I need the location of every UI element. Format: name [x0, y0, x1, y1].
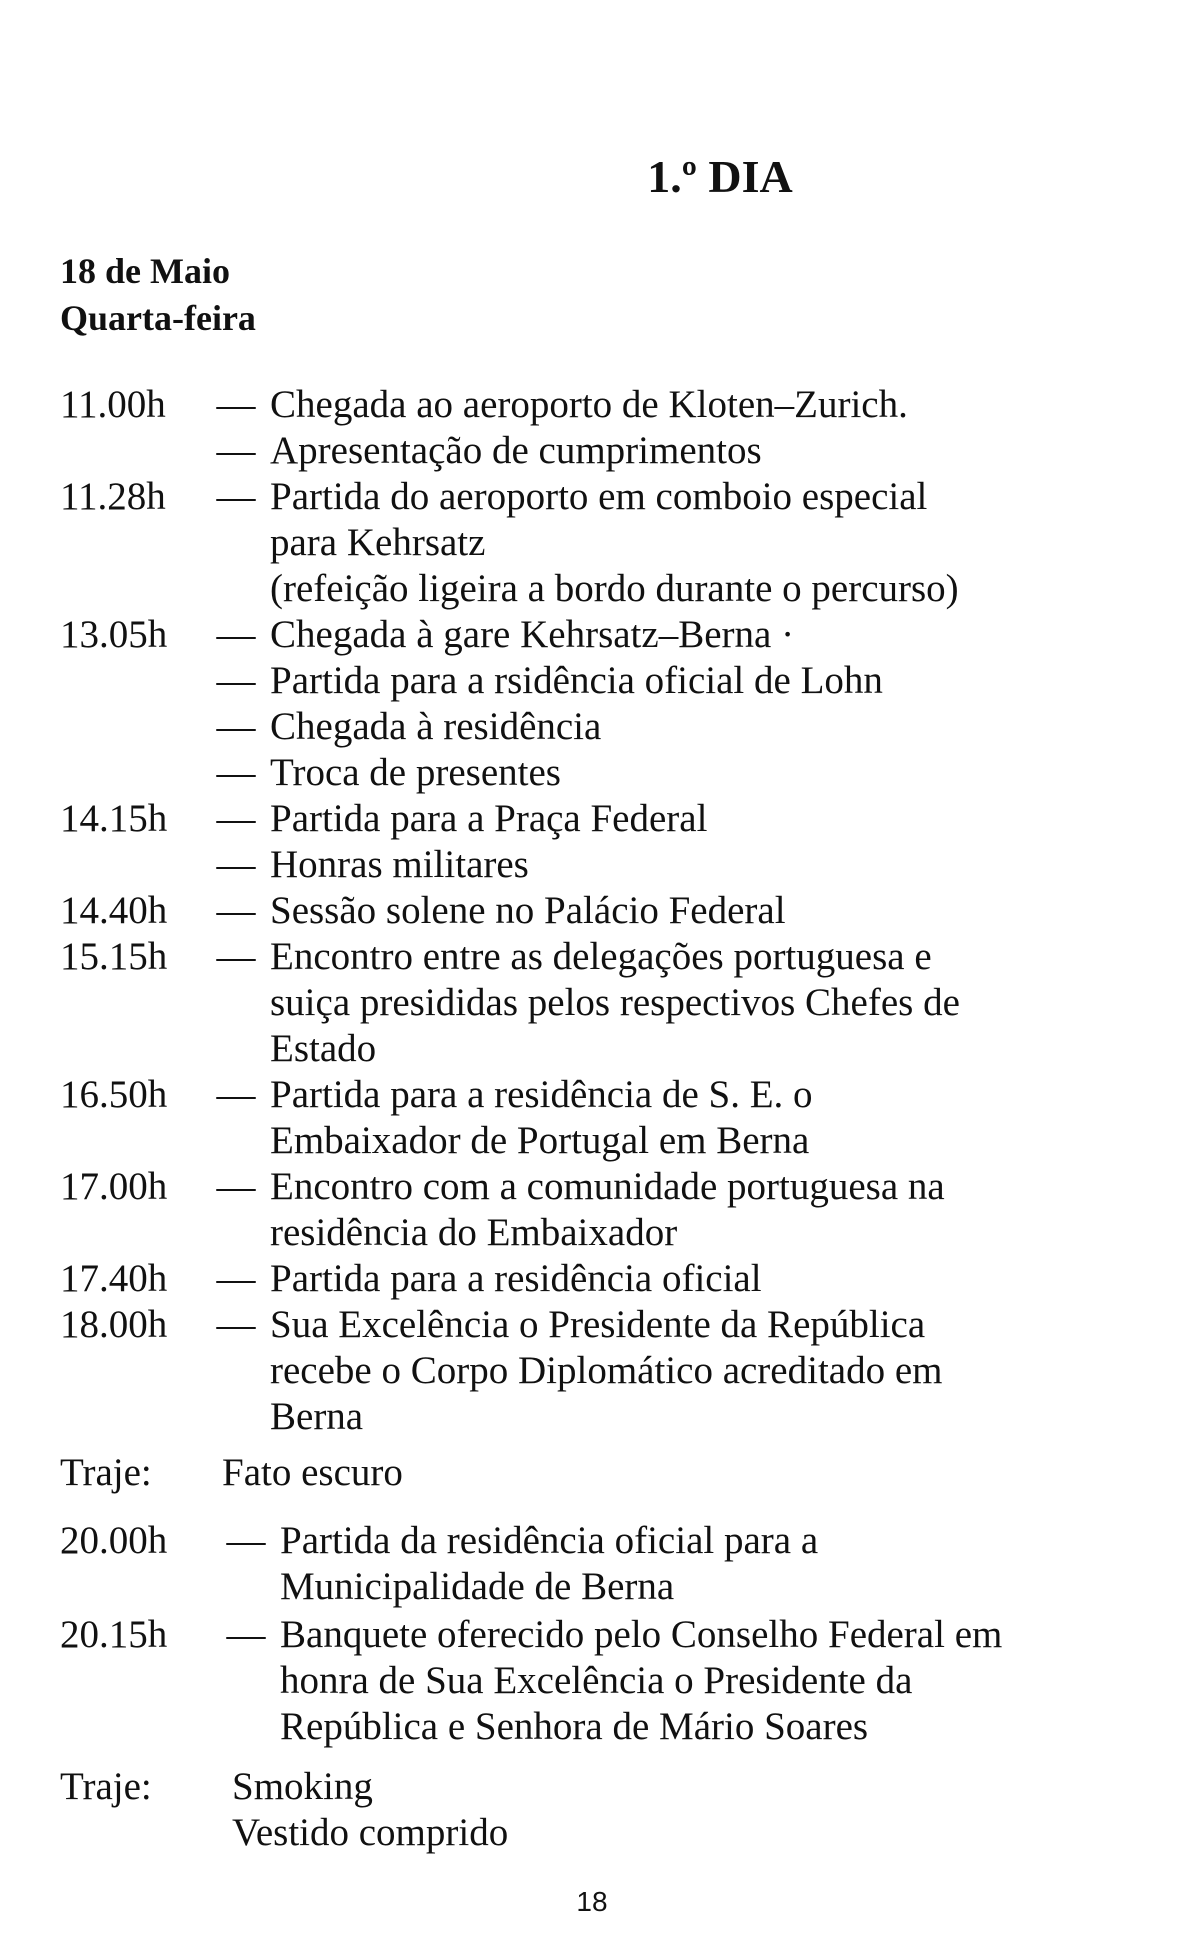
entry-dash: —: [216, 751, 256, 794]
entry-dash: —: [216, 1165, 256, 1208]
schedule-entry: [60, 704, 1170, 750]
dress-code-line: Smoking: [232, 1765, 373, 1808]
entry-description: [270, 658, 1170, 704]
schedule-entry: [60, 750, 1170, 796]
schedule-list-2: [60, 1518, 1170, 1750]
entry-time: 17.00h: [60, 1165, 168, 1208]
entry-dash: —: [216, 475, 256, 518]
entry-line: Estado: [270, 1027, 377, 1070]
schedule-entry: [60, 1612, 1170, 1750]
entry-time: 14.40h: [60, 889, 168, 932]
entry-line: Chegada ao aeroporto de Kloten–Zurich.: [270, 383, 908, 426]
schedule-entry: [60, 1256, 1170, 1302]
dress-code-label: Traje:: [60, 1765, 152, 1808]
entry-line: Encontro com a comunidade portuguesa na: [270, 1165, 945, 1208]
entry-dash: —: [216, 935, 256, 978]
entry-line: Encontro entre as delegações portuguesa e: [270, 935, 932, 978]
entry-dash: —: [216, 797, 256, 840]
date-day: 18 de Maio: [60, 251, 230, 291]
dress-code-line: Vestido comprido: [232, 1811, 509, 1854]
entry-dash: —: [216, 659, 256, 702]
entry-line: Partida para a residência oficial: [270, 1257, 762, 1300]
dress-code-2: [60, 1764, 1170, 1856]
entry-time: 17.40h: [60, 1257, 168, 1300]
entry-line: Berna: [270, 1395, 364, 1438]
entry-line: (refeição ligeira a bordo durante o percurso): [270, 567, 959, 610]
entry-line: Embaixador de Portugal em Berna: [270, 1119, 810, 1162]
entry-description: [270, 1302, 1170, 1440]
entry-line: Chegada à gare Kehrsatz–Berna ·: [270, 613, 795, 656]
dress-code-value: [222, 1450, 403, 1496]
entry-description: [270, 796, 1170, 842]
schedule: [60, 382, 1170, 1878]
schedule-entry: [60, 1164, 1170, 1256]
entry-description: [270, 704, 1170, 750]
entry-line: Partida da residência oficial para a: [280, 1519, 819, 1562]
entry-time: 11.00h: [60, 383, 166, 426]
entry-time: 13.05h: [60, 613, 168, 656]
entry-description: [270, 1072, 1170, 1164]
entry-time: 14.15h: [60, 797, 168, 840]
day-heading: 1.º DIA: [647, 151, 793, 202]
date-block: [60, 248, 256, 342]
entry-line: Troca de presentes: [270, 751, 561, 794]
entry-description: [270, 428, 1170, 474]
entry-dash: —: [216, 1257, 256, 1300]
entry-line: suiça presididas pelos respectivos Chefes de: [270, 981, 960, 1024]
schedule-entry: [60, 1518, 1170, 1610]
entry-time: 16.50h: [60, 1073, 168, 1116]
entry-time: 20.00h: [60, 1519, 168, 1562]
entry-description: [270, 888, 1170, 934]
schedule-entry: [60, 796, 1170, 842]
entry-line: Sua Excelência o Presidente da República: [270, 1303, 926, 1346]
entry-line: Sessão solene no Palácio Federal: [270, 889, 786, 932]
entry-description: [270, 612, 1170, 658]
dress-code-value: [232, 1764, 508, 1856]
entry-line: para Kehrsatz: [270, 521, 486, 564]
entry-line: residência do Embaixador: [270, 1211, 678, 1254]
entry-line: República e Senhora de Mário Soares: [280, 1705, 869, 1748]
entry-dash: —: [216, 843, 256, 886]
entry-time: 20.15h: [60, 1613, 168, 1656]
entry-line: Municipalidade de Berna: [280, 1565, 675, 1608]
dress-code-1: [60, 1450, 1170, 1496]
entry-time: 18.00h: [60, 1303, 168, 1346]
entry-dash: —: [216, 383, 256, 426]
entry-dash: —: [216, 889, 256, 932]
entry-line: Chegada à residência: [270, 705, 602, 748]
entry-line: Partida para a residência de S. E. o: [270, 1073, 813, 1116]
entry-description: [270, 1164, 1170, 1256]
entry-description: [280, 1518, 1170, 1610]
schedule-entry: [60, 1302, 1170, 1440]
entry-dash: —: [216, 705, 256, 748]
entry-description: [280, 1612, 1170, 1750]
entry-dash: —: [216, 429, 256, 472]
entry-description: [270, 934, 1170, 1072]
schedule-entry: [60, 658, 1170, 704]
page-title: [0, 150, 1184, 203]
entry-dash: —: [216, 1303, 256, 1346]
page-number: 18: [576, 1886, 608, 1917]
dress-code-label: Traje:: [60, 1451, 152, 1494]
entry-description: [270, 842, 1170, 888]
entry-line: Partida para a rsidência oficial de Lohn: [270, 659, 883, 702]
entry-dash: —: [216, 613, 256, 656]
schedule-entry: [60, 382, 1170, 428]
entry-line: honra de Sua Excelência o Presidente da: [280, 1659, 913, 1702]
entry-line: Apresentação de cumprimentos: [270, 429, 762, 472]
entry-dash: —: [216, 1073, 256, 1116]
schedule-entry: [60, 842, 1170, 888]
entry-description: [270, 750, 1170, 796]
entry-time: 11.28h: [60, 475, 166, 518]
entry-line: Partida para a Praça Federal: [270, 797, 708, 840]
schedule-entry: [60, 888, 1170, 934]
dress-code-line: Fato escuro: [222, 1451, 403, 1494]
entry-line: Partida do aeroporto em comboio especial: [270, 475, 928, 518]
entry-time: 15.15h: [60, 935, 168, 978]
schedule-entry: [60, 474, 1170, 612]
entry-description: [270, 382, 1170, 428]
entry-description: [270, 474, 1170, 612]
entry-description: [270, 1256, 1170, 1302]
entry-dash: —: [226, 1519, 266, 1562]
entry-line: Banquete oferecido pelo Conselho Federal em: [280, 1613, 1003, 1656]
entry-line: Honras militares: [270, 843, 529, 886]
entry-line: recebe o Corpo Diplomático acreditado em: [270, 1349, 943, 1392]
schedule-entry: [60, 612, 1170, 658]
schedule-list-1: [60, 382, 1170, 1440]
entry-dash: —: [226, 1613, 266, 1656]
date-weekday: Quarta-feira: [60, 298, 256, 338]
schedule-entry: [60, 428, 1170, 474]
schedule-entry: [60, 1072, 1170, 1164]
schedule-entry: [60, 934, 1170, 1072]
